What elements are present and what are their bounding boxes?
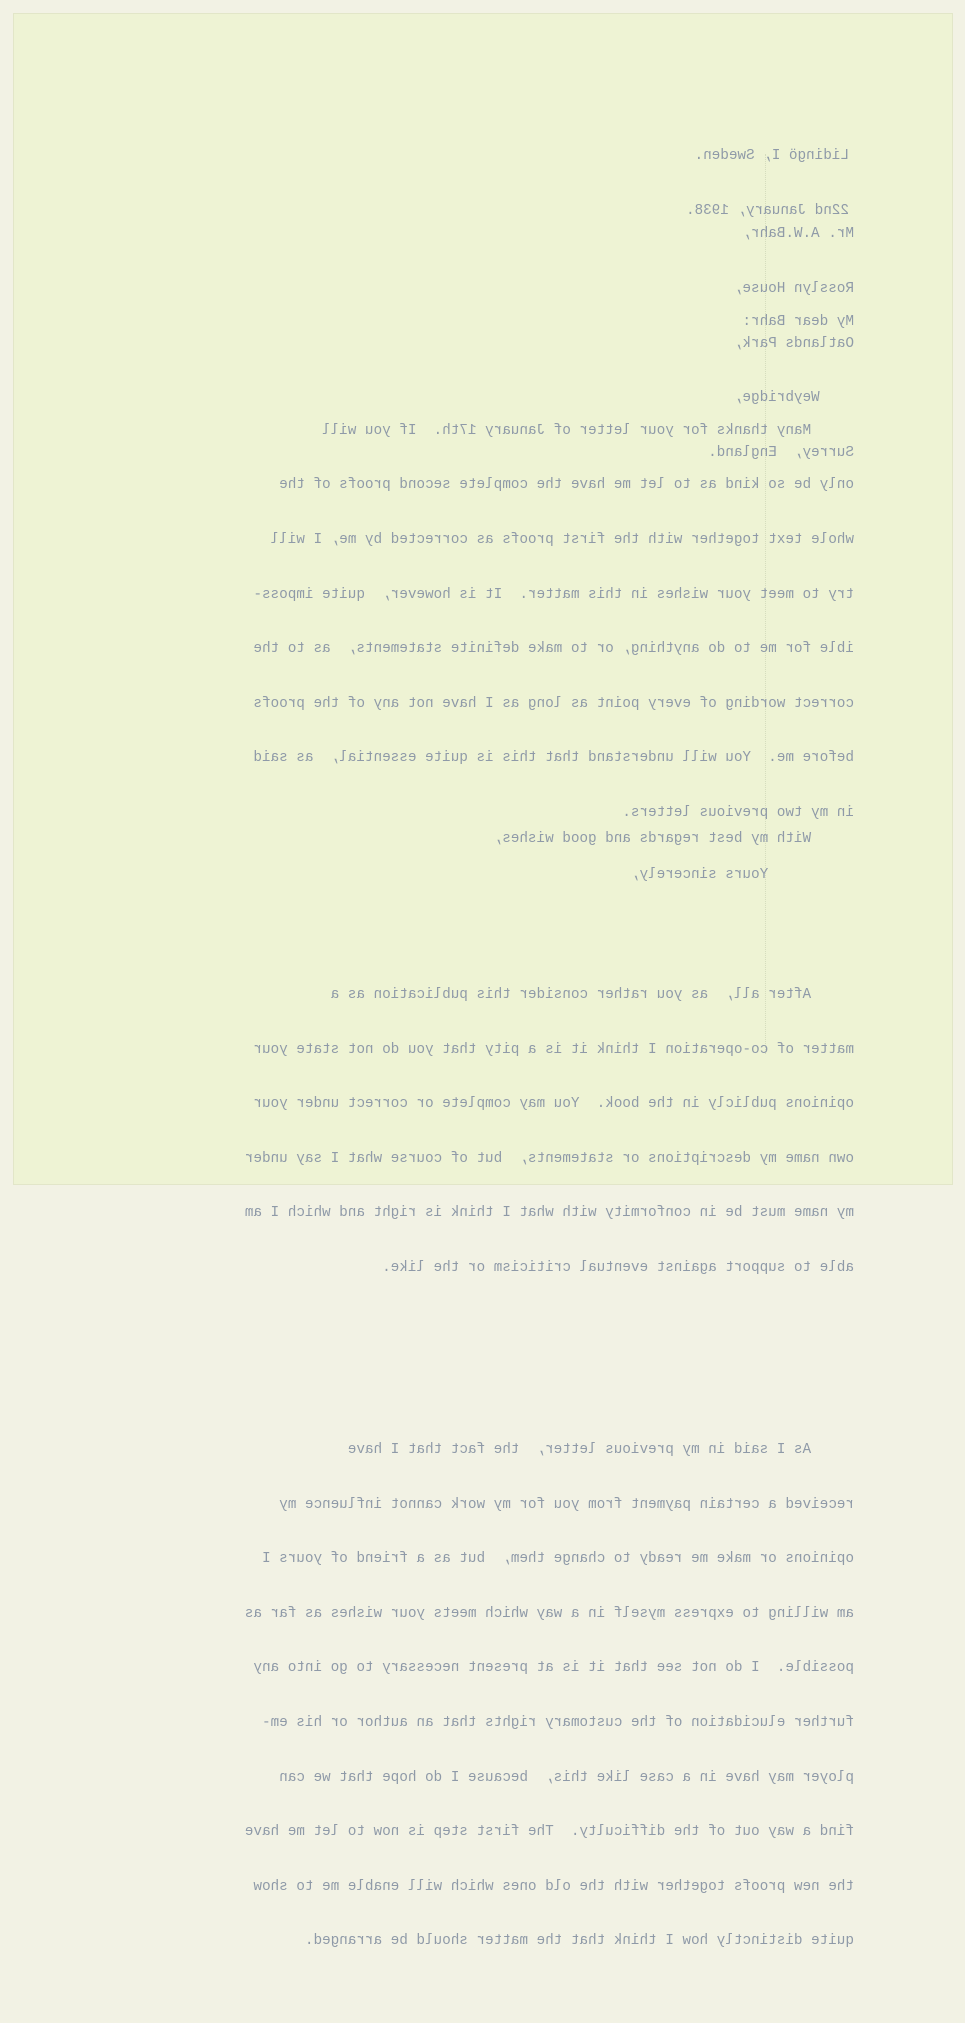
- recipient-line: Rosslyn House,: [733, 281, 854, 297]
- paragraph-3: [245, 1405, 854, 1987]
- recipient-line: Mr. A.W.Bahr,: [742, 226, 854, 243]
- body-line: find a way out of the difficulty. The first step is now to let me have: [244, 1824, 854, 1841]
- body-line: before me. You will understand that this is quite essential, as said: [253, 750, 854, 767]
- body-line: opinions or make me ready to change them, but as a friend of yours I: [262, 1551, 854, 1568]
- letter-sheet: [14, 14, 952, 1950]
- body-line: After all, as you rather consider this publication as a: [330, 986, 854, 1003]
- body-line: quite distinctly how I think that the matter should be arranged.: [304, 1933, 854, 1950]
- body-line: the new proofs together with the old ones which will enable me to show: [253, 1878, 854, 1895]
- recipient-line: Surrey, England.: [708, 444, 854, 461]
- body-line: further elucidation of the customary rights that an author or his em-: [262, 1714, 854, 1731]
- body-line: possible. I do not see that it is at present necessary to go into any: [253, 1660, 854, 1677]
- body-line: only be so kind as to let me have the complete second proofs of the: [279, 477, 854, 494]
- paragraph-1: [245, 385, 854, 858]
- paragraph-2: [245, 950, 854, 1314]
- valediction: Yours sincerely,: [630, 867, 854, 883]
- body-line: received a certain payment from you for my work cannot influence my: [279, 1496, 854, 1513]
- letter-place: Lidingö I, Sweden.: [694, 148, 849, 165]
- body-line: As I said in my previous letter, the fact that I have: [347, 1441, 854, 1458]
- mirrored-letter: [14, 14, 952, 1950]
- body-line: correct wording of every point as long as I have not any of the proofs: [253, 695, 854, 712]
- recipient-line: Weybridge,: [733, 390, 854, 407]
- body-line: ible for me to do anything, or to make definite statements, as to the: [253, 641, 854, 658]
- body-line: whole text together with the first proofs as corrected by me, I will: [270, 532, 854, 548]
- closing-line: With my best regards and good wishes,: [493, 831, 854, 847]
- salutation: My dear Bahr:: [742, 314, 854, 330]
- body-line: am willing to express myself in a way which meets your wishes as far as: [244, 1605, 854, 1622]
- body-line: able to support against eventual criticism or the like.: [382, 1259, 854, 1276]
- body-line: ployer may have in a case like this, because I do hope that we can: [279, 1769, 854, 1786]
- body-line: opinions publicly in the book. You may complete or correct under your: [253, 1096, 854, 1113]
- body-line: Many thanks for your letter of January 17th. If you will: [322, 422, 854, 439]
- body-line: matter of co-operation I think it is a pity that you do not state your: [253, 1041, 854, 1058]
- body-line: own name my descriptions or statements, but of course what I say under: [244, 1150, 854, 1167]
- paragraph-gap: [245, 1350, 854, 1368]
- recipient-line: Oatlands Park,: [733, 335, 854, 352]
- body-line: my name must be in conformity with what I think is right and which I am: [244, 1205, 854, 1222]
- body-line: try to meet your wishes in this matter. It is however, quite imposs-: [253, 586, 854, 603]
- paragraph-gap: [245, 895, 854, 913]
- letter-body: [245, 349, 854, 2023]
- letter-date: 22nd January, 1938.: [685, 203, 849, 219]
- body-line: in my two previous letters.: [622, 804, 854, 821]
